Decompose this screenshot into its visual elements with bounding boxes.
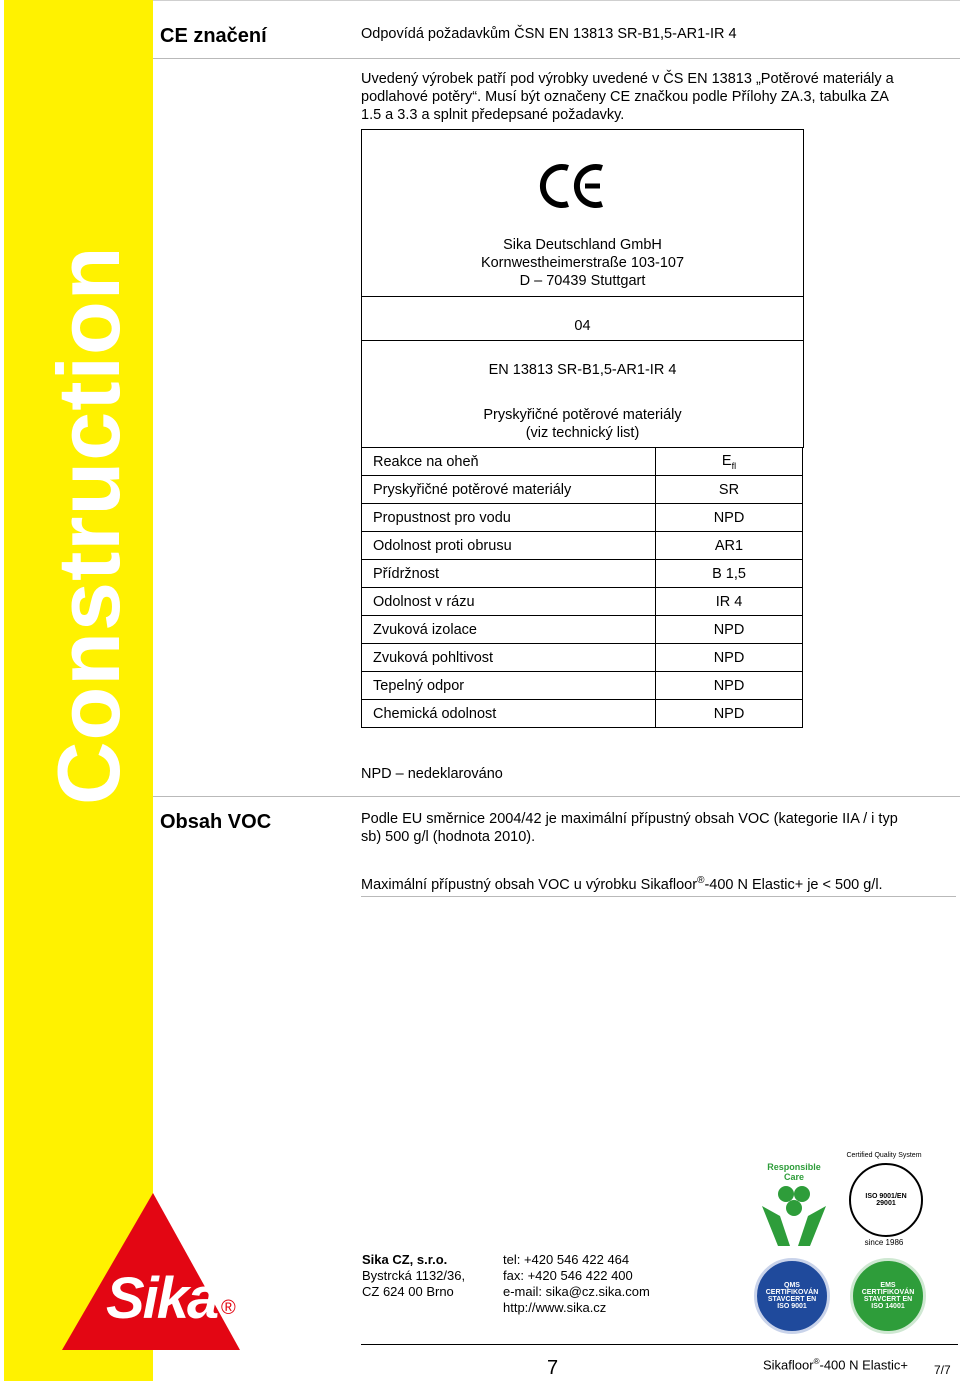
property-name: Chemická odolnost xyxy=(362,700,656,728)
property-value: NPD xyxy=(656,672,803,700)
stavcert-iso9001-label: QMS CERTIFIKOVÁN STAVCERT EN ISO 9001 xyxy=(765,1282,819,1310)
footer-product-text: Sikafloor xyxy=(763,1357,814,1373)
properties-table-body xyxy=(362,448,803,728)
property-value: AR1 xyxy=(656,532,803,560)
table-row xyxy=(362,616,803,644)
table-row xyxy=(362,672,803,700)
qms-since-label: since 1986 xyxy=(864,1238,904,1247)
property-value: SR xyxy=(656,476,803,504)
ce-section-end-rule xyxy=(153,796,960,797)
voc-paragraph xyxy=(361,810,956,846)
footer-website: http://www.sika.cz xyxy=(503,1300,607,1315)
property-name: Odolnost proti obrusu xyxy=(362,532,656,560)
table-row xyxy=(362,476,803,504)
footer-contact xyxy=(503,1252,650,1316)
ce-paragraph-line: Uvedený výrobek patří pod výrobky uvedené v ČS EN 13813 „Potěrové materiály a xyxy=(361,71,894,87)
voc-max-text-end: -400 N Elastic+ je < 500 g/l. xyxy=(704,876,883,893)
property-value xyxy=(656,448,803,476)
property-name: Pryskyřičné potěrové materiály xyxy=(362,476,656,504)
responsible-care-badge xyxy=(758,1160,830,1252)
property-name: Tepelný odpor xyxy=(362,672,656,700)
property-value: NPD xyxy=(656,644,803,672)
voc-max-reg: ® xyxy=(697,875,705,886)
ce-label-address xyxy=(362,236,803,290)
footer-email: e-mail: sika@cz.sika.com xyxy=(503,1284,650,1299)
property-name: Reakce na oheň xyxy=(362,448,656,476)
ce-title-rule xyxy=(153,58,960,59)
property-value-text: E xyxy=(721,452,732,469)
footer-company-street: Bystrcká 1132/36, xyxy=(362,1268,466,1283)
property-name: Zvuková izolace xyxy=(362,616,656,644)
ce-label-standard: EN 13813 SR-B1,5-AR1-IR 4 xyxy=(488,362,677,378)
top-rule xyxy=(153,0,960,1)
property-value: NPD xyxy=(656,700,803,728)
property-value-subscript: fl xyxy=(731,460,737,471)
voc-max-text: Maximální přípustný obsah VOC u výrobku Sikafloor xyxy=(361,876,698,893)
ce-section-title: CE značení xyxy=(160,25,267,47)
sika-logo-reg: ® xyxy=(221,1297,236,1319)
stavcert-iso14001-label: EMS CERTIFIKOVÁN STAVCERT EN ISO 14001 xyxy=(861,1282,915,1310)
footer-company xyxy=(362,1252,465,1300)
properties-table xyxy=(361,447,803,728)
ce-label-product-type: Pryskyřičné potěrové materiály xyxy=(483,407,682,423)
ce-label-product-note: (viz technický list) xyxy=(525,425,640,441)
voc-section-end-rule xyxy=(361,896,956,897)
property-value: IR 4 xyxy=(656,588,803,616)
table-row xyxy=(362,532,803,560)
ce-mark-svg xyxy=(538,160,608,212)
npd-note: NPD – nedeklarováno xyxy=(361,766,503,782)
footer-phone: tel: +420 546 422 464 xyxy=(503,1252,630,1267)
ce-paragraph-line: podlahové potěry“. Musí být označeny CE značkou podle Přílohy ZA.3, tabulka ZA xyxy=(361,89,889,105)
footer-product-reg: ® xyxy=(813,1357,820,1366)
footer-company-city: CZ 624 00 Brno xyxy=(362,1284,454,1299)
voc-section-title: Obsah VOC xyxy=(160,811,272,833)
property-name: Zvuková pohltivost xyxy=(362,644,656,672)
footer-product-text-end: -400 N Elastic+ xyxy=(819,1357,908,1373)
page-number: 7 xyxy=(547,1357,559,1379)
footer-company-name: Sika CZ, s.r.o. xyxy=(362,1252,448,1267)
footer-rule xyxy=(361,1344,958,1345)
table-row xyxy=(362,560,803,588)
ce-mark-icon xyxy=(538,160,608,212)
sidebar-vertical-label: Construction xyxy=(39,245,138,805)
table-row xyxy=(362,504,803,532)
qms-certified-iso: ISO 9001/EN 29001 xyxy=(865,1193,907,1207)
sidebar xyxy=(0,0,153,1381)
ce-paragraph-line: 1.5 a 3.3 a splnit předepsané požadavky. xyxy=(361,107,625,123)
ce-compliance-line: Odpovídá požadavkům ČSN EN 13813 SR-B1,5-AR1-IR 4 xyxy=(361,26,737,42)
voc-paragraph-line: sb) 500 g/l (hodnota 2010). xyxy=(361,829,536,845)
footer-fax: fax: +420 546 422 400 xyxy=(503,1268,633,1283)
property-name: Přídržnost xyxy=(362,560,656,588)
table-row xyxy=(362,644,803,672)
sika-logo-text: Sika xyxy=(106,1266,218,1331)
ce-label-city: D – 70439 Stuttgart xyxy=(519,273,646,289)
footer-product-name xyxy=(763,1357,908,1372)
ce-label-year-box xyxy=(361,295,804,341)
property-value: B 1,5 xyxy=(656,560,803,588)
table-row xyxy=(362,448,803,476)
ce-paragraph xyxy=(361,70,951,124)
property-name: Odolnost v rázu xyxy=(362,588,656,616)
voc-paragraph-line: Podle EU směrnice 2004/42 je maximální přípustný obsah VOC (kategorie IIA / i typ xyxy=(361,811,898,827)
property-value: NPD xyxy=(656,616,803,644)
responsible-care-label: Responsible Care xyxy=(767,1162,821,1182)
ce-label-year: 04 xyxy=(574,318,591,334)
sidebar-edge xyxy=(0,0,4,1381)
property-name: Propustnost pro vodu xyxy=(362,504,656,532)
ce-label-header-box xyxy=(361,129,804,297)
page-of: 7/7 xyxy=(934,1363,951,1377)
responsible-care-hands-icon xyxy=(758,1176,830,1254)
table-row xyxy=(362,700,803,728)
ce-label-street: Kornwestheimerstraße 103-107 xyxy=(480,255,685,271)
property-value: NPD xyxy=(656,504,803,532)
qms-certified-label: Certified Quality System xyxy=(846,1152,922,1159)
voc-max-statement xyxy=(361,872,956,894)
stavcert-iso9001-badge xyxy=(754,1258,830,1334)
stavcert-iso14001-badge xyxy=(850,1258,926,1334)
qms-certified-seal xyxy=(849,1163,923,1237)
sika-logo xyxy=(62,1193,244,1353)
qms-certified-badge xyxy=(845,1152,923,1249)
ce-label-standard-box xyxy=(361,340,804,448)
table-row xyxy=(362,588,803,616)
ce-label-company: Sika Deutschland GmbH xyxy=(503,237,662,253)
